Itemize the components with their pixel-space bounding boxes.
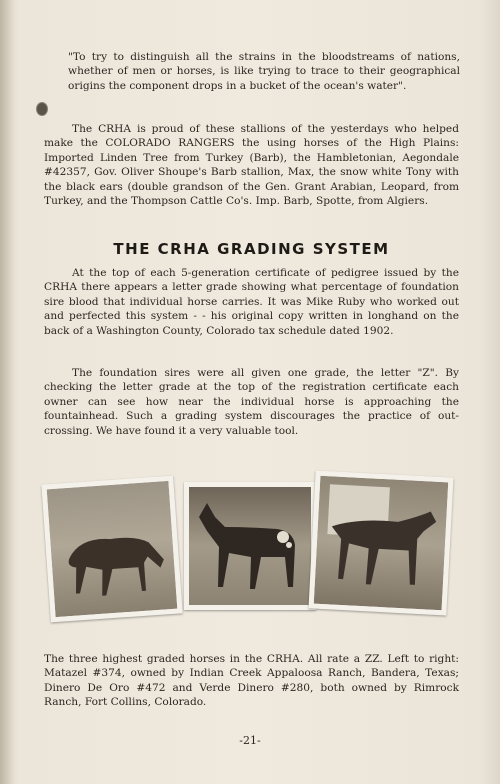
horse-photo-dinero-de-oro	[184, 482, 316, 610]
page-number: -21-	[239, 734, 261, 747]
foundation-sires-paragraph: The foundation sires were all given one grade, the letter "Z". By checking the letter grade at the top of the registration certificate each owner can see how near the individual horse is approaching the fountainhead. Such a grading system discourages the practice of out-crossing. We have found it a very valuable tool.	[44, 367, 459, 437]
horse-photo-matazel	[41, 476, 182, 623]
horse-photos	[44, 470, 459, 630]
stallions-paragraph: The CRHA is proud of these stallions of the yesterdays who helped make the COLORADO RANGERS the using horses of the High Plains: Imported Linden Tree from Turkey (Barb), the Hambletonian, Aegondale #42357, Gov. Oliver Shoupe's Barb stallion, Max, the snow white Tony with the black ears (double grandson of the Gen. Grant Arabian, Leopard, from Turkey, and the Thompson Cattle Co's. Imp. Barb, Spotte, from Algiers.	[44, 123, 459, 208]
section-heading: THE CRHA GRADING SYSTEM	[113, 240, 390, 258]
grading-paragraph: At the top of each 5-generation certificate of pedigree issued by the CRHA there appears a letter grade showing what percentage of foundation sire blood that individual horse carries. It was Mike Ruby who worked out and perfected this system - - his original copy written in longhand on the back of a Washington County, Colorado tax schedule dated 1902.	[44, 267, 459, 337]
binding-edge	[0, 0, 14, 784]
photo-caption: The three highest graded horses in the CRHA. All rate a ZZ. Left to right: Matazel #374, owned by Indian Creek Appaloosa Ranch, Bandera, Texas; Dinero De Oro #472 and Verde Dinero #280, both owned by Rimrock Ranch, Fort Collins, Colorado.	[44, 653, 459, 709]
quote-paragraph: "To try to distinguish all the strains in the bloodstreams of nations, whether of men or horses, is like trying to trace to their geographical origins the component drops in a bucket of the ocean's water".	[68, 51, 460, 92]
punch-hole-icon	[36, 102, 48, 116]
horse-photo-verde-dinero	[308, 470, 453, 615]
